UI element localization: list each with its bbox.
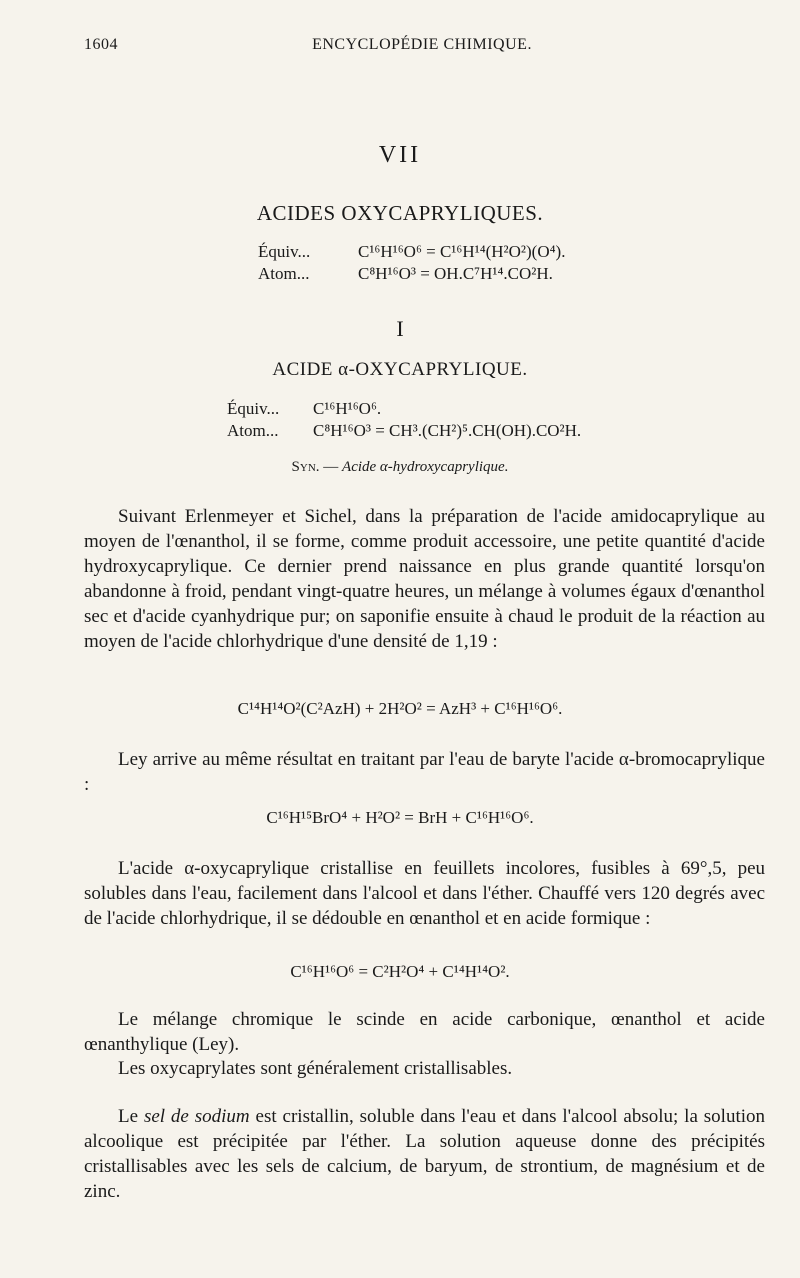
paragraph-4-text: Le mélange chromique le scinde en acide carbonique, œnanthol et acide œnanthylique (Ley). <box>84 1009 765 1055</box>
paragraph-1 <box>84 504 765 654</box>
paragraph-1-text: Suivant Erlenmeyer et Sichel, dans la préparation de l'acide amidocaprylique au moyen de l'œnanthol, il se forme, comme produit accessoire, une petite quantité d'acide hydroxycaprylique. Ce dernier prend naissance en plus grande quantité lorsqu'on abandonne à froid, pendant vingt-quatre heures, un mélange à volumes égaux d'œnanthol sec et d'acide cyanhydrique pur; on saponifie ensuite à chaud le produit de la réaction au moyen de l'acide chlorhydrique d'une densité de 1,19 : <box>84 506 765 652</box>
paragraph-5-text: Les oxycaprylates sont généralement cristallisables. <box>118 1058 513 1079</box>
paragraph-2-text: Ley arrive au même résultat en traitant par l'eau de baryte l'acide α-bromocaprylique : <box>84 749 765 795</box>
section-formulas <box>227 398 581 442</box>
p6-prefix: Le <box>118 1106 144 1127</box>
chapter-equiv-row <box>258 241 565 263</box>
equation-1: C¹⁴H¹⁴O²(C²AzH) + 2H²O² = AzH³ + C¹⁶H¹⁶O⁶. <box>237 699 563 718</box>
section-title: ACIDE α-OXYCAPRYLIQUE. <box>272 359 528 380</box>
chapter-atom-row <box>258 263 565 285</box>
section-equiv-row <box>227 398 581 420</box>
paragraph-5 <box>84 1056 765 1081</box>
atom-formula: C⁸H¹⁶O³ = CH³.(CH²)⁵.CH(OH).CO²H. <box>313 421 582 440</box>
p6-italic-term: sel de sodium <box>143 1106 250 1127</box>
equiv-label: Équiv... <box>227 399 280 418</box>
syn-text: Acide α-hydroxycaprylique. <box>342 459 509 475</box>
page-number: 1604 <box>84 36 118 53</box>
equation-2: C¹⁶H¹⁵BrO⁴ + H²O² = BrH + C¹⁶H¹⁶O⁶. <box>266 808 534 827</box>
synonym-line <box>40 459 760 476</box>
equiv-formula: C¹⁶H¹⁶O⁶ = C¹⁶H¹⁴(H²O²)(O⁴). <box>358 242 566 261</box>
atom-label: Atom... <box>227 421 279 440</box>
equation-3: C¹⁶H¹⁶O⁶ = C²H²O⁴ + C¹⁴H¹⁴O². <box>290 962 510 981</box>
syn-label: Syn. <box>291 459 320 475</box>
equiv-label: Équiv... <box>258 242 311 261</box>
atom-formula: C⁸H¹⁶O³ = OH.C⁷H¹⁴.CO²H. <box>358 264 553 283</box>
paragraph-6-text <box>84 1104 765 1204</box>
equiv-formula: C¹⁶H¹⁶O⁶. <box>313 399 382 418</box>
chapter-numeral: VII <box>378 142 422 168</box>
paragraph-3-text: L'acide α-oxycaprylique cristallise en feuillets incolores, fusibles à 69°,5, peu solubles dans l'eau, facilement dans l'alcool et dans l'éther. Chauffé vers 120 degrés avec de l'acide chlorhydrique, il se dédouble en œnanthol et en acide formique : <box>84 858 765 929</box>
running-title: ENCYCLOPÉDIE CHIMIQUE. <box>312 36 532 53</box>
paragraph-2 <box>84 747 765 797</box>
section-atom-row <box>227 420 581 442</box>
page-header <box>84 36 760 58</box>
chapter-formulas <box>258 241 565 285</box>
chapter-title: ACIDES OXYCAPRYLIQUES. <box>256 201 544 225</box>
atom-label: Atom... <box>258 264 310 283</box>
paragraph-3 <box>84 856 765 931</box>
paragraph-6 <box>84 1104 765 1204</box>
p6-rest: est cristallin, soluble dans l'eau et dans l'alcool absolu; la solution alcoolique est précipitée par l'éther. La solution aqueuse donne des précipités cristallisables avec les sels de calcium, de baryum, de strontium, de magnésium et de zinc. <box>84 1106 766 1202</box>
paragraph-4 <box>84 1007 765 1057</box>
section-numeral: I <box>396 316 404 341</box>
syn-dash: — <box>323 459 339 475</box>
